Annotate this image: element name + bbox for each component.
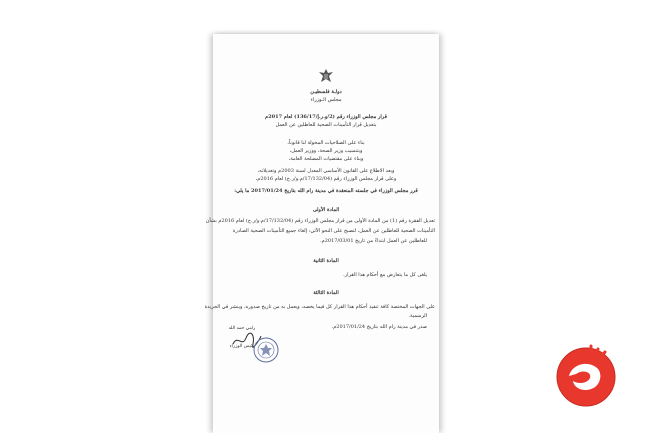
article-line: التأمينات الصحية للعاطلين عن العمل، لتصبح على النحو الآتي: إلغاء جميع التأمينات الصحية الصادرة [232,228,435,234]
article-line: على الجهات المختصة كافة تنفيذ أحكام هذا القرار كل فيما يخصه، ويعمل به من تاريخ صدوره، وينشر في الجريدة [204,304,435,310]
council-name: مجلس الـوزراء [310,97,342,103]
resolution-line: قرر مجلس الوزراء في جلسته المنعقدة في مدينة رام الله بتاريخ 2017/01/24 ما يلي: [234,188,418,194]
article-line: للعاطلين عن العمل ابتداءً من تاريخ 2017/03/01م. [320,238,427,244]
decision-title: قرار مجلس الوزراء رقم (2/و.ر.إ/136/17) لعام 2017م [265,114,387,120]
article-line: الرسمية. [408,313,427,319]
preamble-line: وبتنسيب وزير الصحة، ووزير العمل، [289,148,363,154]
decision-subject: بتعديل قرار التأمينات الصحية للعاطلين عن العمل [275,122,377,128]
preamble-line: وعلى قرار مجلس الوزراء رقم (17/132/04/م.و/ر.ح) لعام 2016م، [255,176,397,182]
eagle-emblem-icon [317,67,335,85]
preamble-line: وبناء على مقتضيات المصلحة العامة، [288,156,364,162]
signatory-role: رئيس الوزراء [229,344,255,349]
official-seal-icon [253,337,279,363]
state-name: دولـة فلسطيـن [310,89,342,95]
article-line: يلغى كل ما يتعارض مع أحكام هذا القرار. [343,272,427,278]
signatory-name: رامي حمد الله [228,326,256,331]
issued-line: صدر في مدينة رام الله بتاريخ 2017/01/24م. [331,324,427,330]
maan-logo-icon [554,343,618,409]
document-page [204,34,439,433]
article-heading: المادة الثانية [313,258,339,264]
article-heading: المادة الأولى [312,207,340,213]
preamble-line: بناء على الصلاحيات المخولة لنا قانوناً، [287,140,365,146]
article-line: تعديل الفقرة رقم (1) من المادة الأولى من قرار مجلس الوزراء رقم (17/132/04/م.و/ر.ح) لعام 2016م بشأن [205,218,435,224]
preamble-line: وبعد الاطلاع على القانون الأساسي المعدل لسنة 2003م وتعديلاته، [257,168,395,174]
article-heading: المادة الثالثة [313,290,339,296]
